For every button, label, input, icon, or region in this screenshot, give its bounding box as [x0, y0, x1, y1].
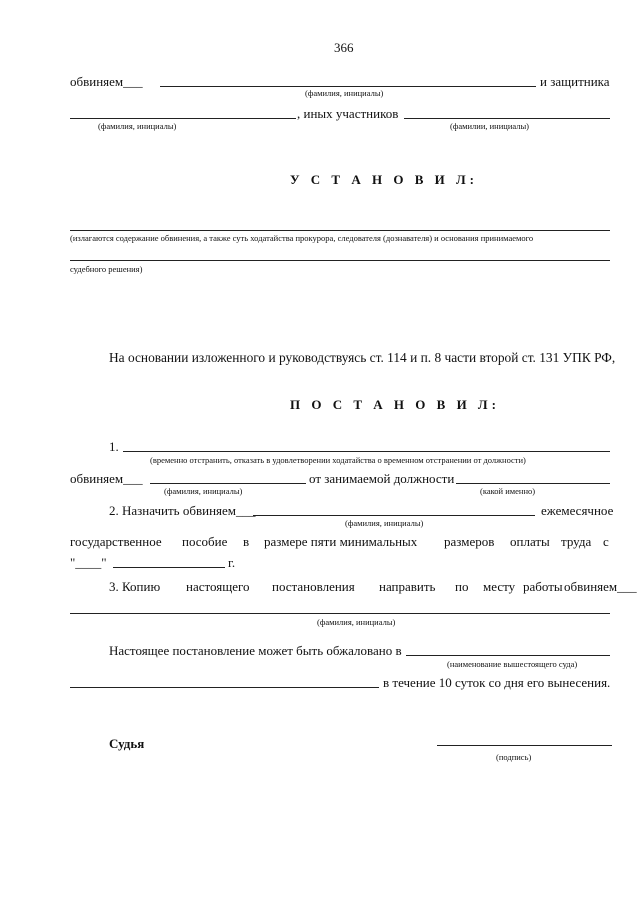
item2-word-8: с — [603, 534, 609, 549]
established-caption-1: (излагаются содержание обвинения, а также суть ходатайства прокурора, следователя (дознавателя) и основания принимаемого — [70, 233, 534, 243]
other-participants-caption: (фамилии, инициалы) — [450, 121, 530, 131]
signature-caption: (подпись) — [496, 752, 532, 762]
item2-word-6: оплаты — [510, 534, 550, 549]
item2-date-open: "____" — [70, 555, 107, 570]
item2-word-1: государственное — [70, 534, 162, 549]
signature-line[interactable] — [437, 745, 612, 746]
item2-word-5: размеров — [444, 534, 495, 549]
item3-word-3: постановления — [272, 579, 355, 594]
accused-label: обвиняем___ — [70, 74, 143, 89]
item3-word-1: 3. Копию — [109, 579, 161, 594]
item3-word-2: настоящего — [186, 579, 250, 594]
item1-accused-line[interactable] — [150, 483, 306, 484]
judge-label: Судья — [109, 736, 145, 751]
item3-word-6: месту — [483, 579, 516, 594]
item2-accused-line[interactable] — [253, 515, 535, 516]
item2-date-line[interactable] — [113, 567, 225, 568]
item1-accused-caption: (фамилия, инициалы) — [164, 486, 243, 496]
established-line-2[interactable] — [70, 260, 610, 261]
item3-word-5: по — [455, 579, 469, 594]
heading-established: У С Т А Н О В И Л: — [290, 172, 479, 187]
accused-name-line[interactable] — [160, 86, 536, 87]
established-line-1[interactable] — [70, 230, 610, 231]
item1-position-text: от занимаемой должности — [309, 471, 455, 486]
appeal-court-line[interactable] — [406, 655, 610, 656]
item2-text: 2. Назначить обвиняем___ — [109, 503, 256, 518]
appeal-court-caption: (наименование вышестоящего суда) — [447, 659, 578, 669]
heading-decided: П О С Т А Н О В И Л: — [290, 397, 500, 412]
defender-label: и защитника — [540, 74, 610, 89]
item2-word-2: пособие — [182, 534, 228, 549]
basis-text: На основании изложенного и руководствуясь ст. 114 и п. 8 части второй ст. 131 УПК РФ, — [109, 350, 616, 365]
appeal-text: Настоящее постановление может быть обжаловано в — [109, 643, 402, 658]
item3-name-caption: (фамилия, инициалы) — [317, 617, 396, 627]
item1-accused-label: обвиняем___ — [70, 471, 143, 486]
other-participants-label: , иных участников — [297, 106, 399, 121]
accused-name-caption: (фамилия, инициалы) — [305, 88, 384, 98]
item1-action-line[interactable] — [123, 451, 610, 452]
item2-word-7: труда — [561, 534, 592, 549]
item1-number: 1. — [109, 439, 119, 454]
item1-action-caption: (временно отстранить, отказать в удовлетворении ходатайства о временном отстранении от должности) — [150, 455, 526, 465]
item2-date-suffix: г. — [228, 555, 236, 570]
other-participants-line[interactable] — [404, 118, 610, 119]
appeal-court-line-2[interactable] — [70, 687, 379, 688]
appeal-term: в течение 10 суток со дня его вынесения. — [383, 675, 611, 690]
defender-name-caption: (фамилия, инициалы) — [98, 121, 177, 131]
item3-word-4: направить — [379, 579, 436, 594]
item3-word-8: обвиняем___ — [564, 579, 637, 594]
item2-accused-caption: (фамилия, инициалы) — [345, 518, 424, 528]
item1-position-caption: (какой именно) — [480, 486, 536, 496]
item3-name-line[interactable] — [70, 613, 610, 614]
item2-suffix: ежемесячное — [541, 503, 614, 518]
item2-word-4: размере пяти минимальных — [264, 534, 418, 549]
item2-word-3: в — [243, 534, 250, 549]
defender-name-line[interactable] — [70, 118, 296, 119]
item1-position-line[interactable] — [456, 483, 610, 484]
page-number: 366 — [334, 40, 354, 55]
item3-word-7: работы — [523, 579, 563, 594]
established-caption-2: судебного решения) — [70, 264, 143, 274]
